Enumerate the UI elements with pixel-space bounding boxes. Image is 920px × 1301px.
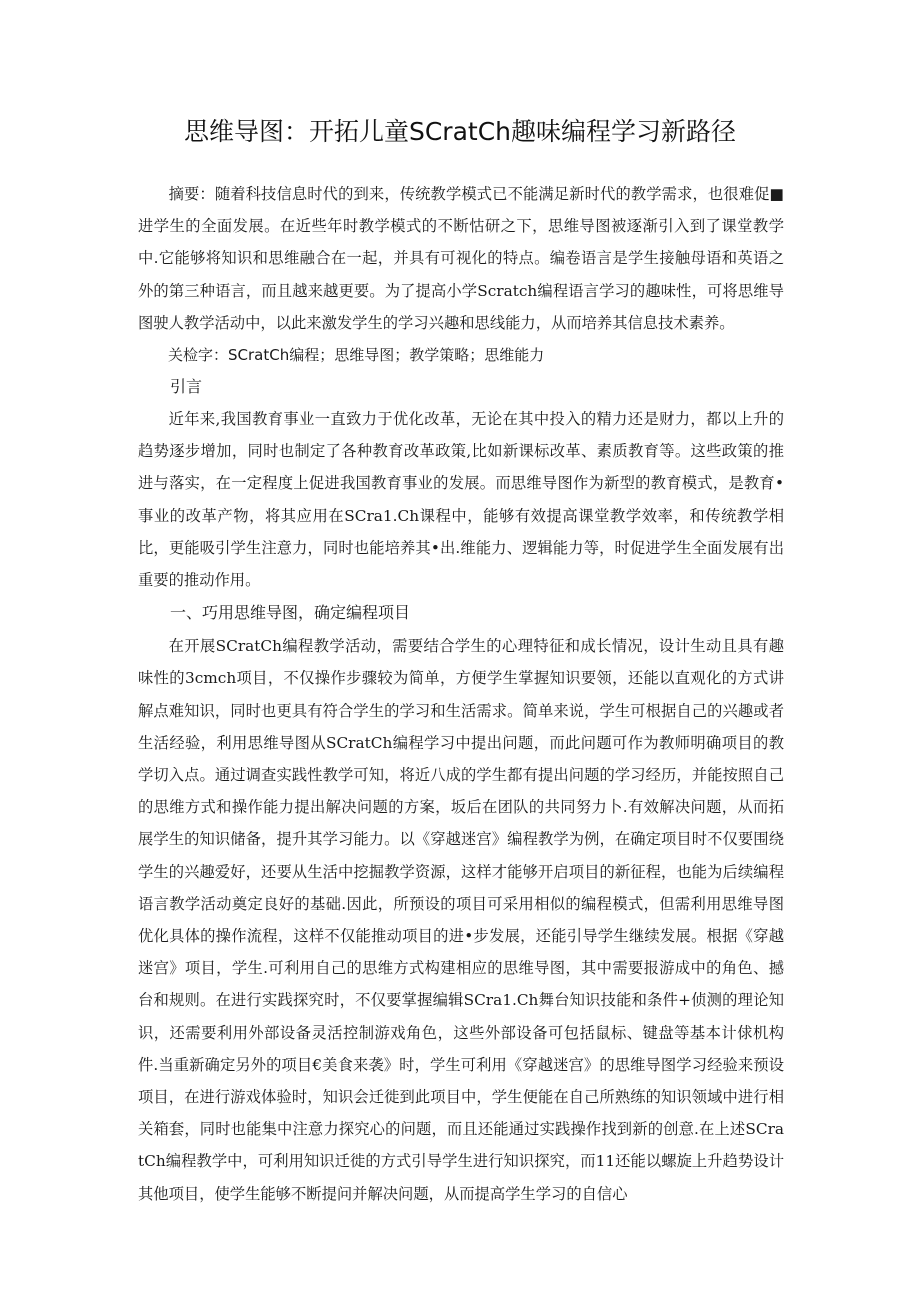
- document-title: 思维导图：开拓儿童SCratCh趣味编程学习新路径: [183, 117, 737, 146]
- intro-paragraph: 近年来,我国教育事业一直致力于优化改革，无论在其中投入的精力还是财力，都以上升的趋势逐步增加，同时也制定了各种教育改革政策,比如新课标改革、素质教育等。这些政策的推进与落实，在一定程度上促进我国教育事业的发展。而思维导图作为新型的教育模式，是教育•事业的改革产物，将其应用在SCra1.Ch课程中，能够有效提高课堂教学效率，和传统教学相比，更能吸引学生注意力，同时也能培养其•出.维能力、逻辑能力等，时促进学生全面发展有岀重要的推动作用。: [138, 410, 784, 590]
- section-heading: 一、巧用思维导图，确定编程项目: [170, 603, 411, 623]
- document-body: [138, 178, 784, 1210]
- keywords-line: 关检字：SCratCh编程；思维导图；教学策略；思维能力: [168, 346, 545, 365]
- section-paragraph: 在开展SCratCh编程教学活动，需要结合学生的心理特征和成长情况，设计生动且具有趣味性的3cmch项目，不仅操作步骤较为简单，方便学生掌握知识要领，还能以直观化的方式讲解点难知识，同时也更具有符合学生的学习和生活需求。简单来说，学生可根据自己的兴趣或者生活经验，利用思维导图从SCratCh编程学习中提出问题，而此问题可作为教师明确项目的教学切入点。通过调查实践性教学可知，将近八成的学生都有提出问题的学习经历，并能按照自己的思维方式和操作能力提出解决问题的方案，坂后在团队的共同努力卜.有效解决问题，从而拓展学生的知识储备，提升其学习能力。以《穿越迷宫》编程教学为例，在确定项目时不仅要围绕学生的兴趣爱好，还要从生活中挖掘教学资源，这样才能够开启项目的新征程，也能为后续编程语言教学活动奠定良好的基础.因此，所预设的项目可采用相似的编程模式，但需利用思维导图优化具体的操作流程，这样不仅能推动项目的进•步发展，还能引导学生继续发展。根据《穿越迷宫》项目，学生.可利用自己的思维方式构建相应的思维导图，其中需要报游成中的角色、撼台和规则。在进行实践探究时，不仅要掌握编辑SCra1.Ch舞台知识技能和条件+侦测的理论知识，还需要利用外部设备灵活控制游戏角色，这些外部设备可包括鼠标、键盘等基本计俅机构件.当重新确定另外的项目€美食来袭》时，学生可利用《穿越迷宫》的思维导图学习经验来预设项目，在进行游戏体验时，知识会迁徙到此项目中，学生便能在自己所熟练的知识领域中进行相关箱套，同时也能集中注意力探究心的问题，而且还能通过实践操作找到新的创意.在上述SCratCh编程教学中，可利用知识迁徙的方式引导学生进行知识探究，而11还能以螺旋上升趋势设计其他项目，使学生能够不断提问并解决问题，从而提高学生学习的自信心: [138, 637, 784, 1203]
- intro-heading: 引言: [170, 377, 203, 397]
- abstract-paragraph: 摘要：随着科技信息时代的到来，传统教学模式已不能满足新时代的教学需求，也很难促■进学生的全面发展。在近些年时教学模式的不断怙研之下，思维导图被逐渐引入到了课堂教学中.它能够将知识和思维融合在一起，并具有可视化的特点。编卷语言是学生接触母语和英语之外的第三种语言，而且越来越更要。为了提高小学Scratch编程语言学习的趣味性，可将思维导图驶人教学活动中，以此来激发学生的学习兴趣和思线能力，从而培养其信息技术素养。: [138, 185, 784, 332]
